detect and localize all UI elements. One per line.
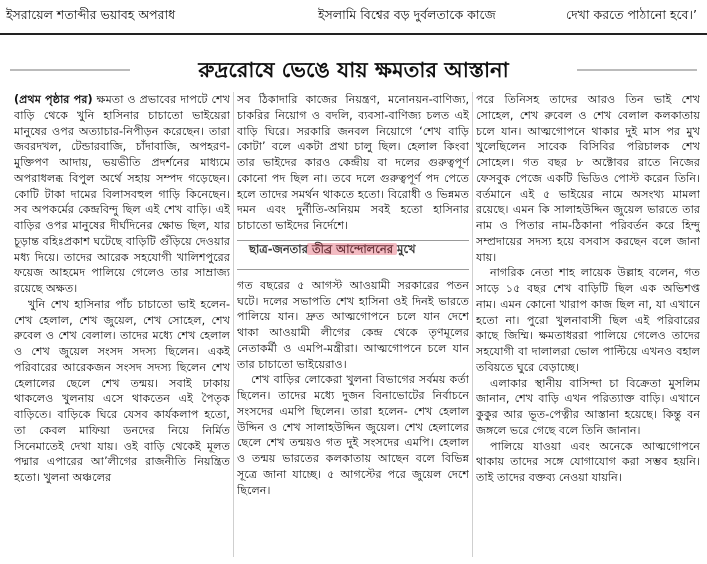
paragraph: পালিয়ে যাওয়া এবং অনেকে আত্মগোপনে থাকায় তাদের সঙ্গে যোগাযোগ করা সম্ভব হয়নি। তাই তাদের বক্তব্য নেওয়া যায়নি। [476,439,700,484]
watermark-logo [307,243,397,255]
article-column-3 [476,92,700,560]
top-strip [0,0,707,34]
column-divider [472,92,473,557]
paragraph: নাগরিক নেতা শাহ লায়েক উল্লাহ বলেন, গত সাড়ে ১৫ বছর শেখ বাড়িটি ছিল এক অভিশপ্ত নাম। এমন কোনো খারাপ কাজ ছিল না, যা এখানে হতো না। পুরো খুলনাবাসী ছিল এই পরিবারের কাছে জিম্মি। ক্ষমতাধররা পালিয়ে গেলেও তাদের সহযোগী বা দালালরা ভোল পাল্টিয়ে এখনও বহাল তবিয়তে ঘুরে বেড়াচ্ছে। [476,266,700,374]
top-strip-middle-text: ইসলামি বিশ্বের বড় দুর্বলতাকে কাজে [318,7,496,22]
paragraph: গত বছরের ৫ আগস্ট আওয়ামী সরকারের পতন ঘটে। দলের সভাপতি শেখ হাসিনা ওই দিনই ভারতে পালিয়ে যান। দ্রুত আত্মগোপনে চলে যান দেশে থাকা আওয়ামী লীগের কেন্দ্র থেকে তৃণমূলের নেতাকর্মী ও এমপি-মন্ত্রীরা। আত্মগোপনে চলে যান তার চাচাতো ভাইয়েরাও। [237,278,469,371]
paragraph: সব ঠিকাদারি কাজের নিয়ন্ত্রণ, মনোনয়ন-বাণিজ্য, চাকরির নিয়োগ ও বদলি, ব্যবসা-বাণিজ্য চলত এই বাড়ি ঘিরে। সরকারি জনবল নিয়োগে ‘শেখ বাড়ি কোটা’ বলে একটা প্রথা চালু ছিল। হেলাল কিংবা তার ভাইদের কারও কেন্দ্রীয় বা দলের গুরুত্বপূর্ণ কোনো পদ ছিল না। তবে দলে গুরুত্বপূর্ণ পদ পেতে হলে তাদের সমর্থন থাকতে হতো। বিরোধী ও ভিন্নমত দমন এবং দুর্নীতি-অনিয়ম সবই হতো হাসিনার চাচাতো ভাইদের নির্দেশে। [237,93,469,232]
headline-bar [0,50,707,90]
paragraph: শেখ বাড়ির লোকেরা খুলনা বিভাগের সর্বময় কর্তা ছিলেন। তাদের মধ্যে দুজন বিনাভোটের নির্বাচনে সংসদের এমপি ছিলেন। তারা হলেন- শেখ হেলাল উদ্দিন ও শেখ সালাহউদ্দিন জুয়েল। শেখ হেলালের ছেলে শেখ তন্ময়ও গত দুই সংসদের এমপি। হেলাল ও তন্ময় ভারতের কলকাতায় আছেন বলে বিভিন্ন সূত্রে জানা যাচ্ছে। ৫ আগস্টের পরে জুয়েল দেশে ছিলেন। [237,373,469,497]
paragraph-text: ক্ষমতা ও প্রভাবের দাপটে শেখ বাড়ি থেকে খুনি হাসিনার চাচাতো ভাইয়েরা মানুষের ওপর অত্যাচার-নিপীড়ন করেছেন। তারা জবরদখল, টেন্ডারবাজি, চাঁদাবাজি, অপহরণ-মুক্তিপণ আদায়, ভয়ভীতি প্রদর্শনের মাধ্যমে অপরাধলব্ধ বিপুল অর্থে সহায় সম্পদ গড়েছেন। কোটি টাকা দামের বিলাসবহুল গাড়ি কিনেছেন। সব অপকর্মের কেন্দ্রবিন্দু ছিল এই শেখ বাড়ি। এই বাড়ির ওপর মানুষের দীর্ঘদিনের ক্ষোভ ছিল, যার চূড়ান্ত বহিঃপ্রকাশ ঘটেছে বাড়িটি গুঁড়িয়ে দেওয়ার মধ্য দিয়ে। তাদের আরেক সহযোগী খালিশপুরের ফয়েজ আহমেদ পালিয়ে গেলেও তার সাম্রাজ্য রয়েছে অক্ষত। [14,93,230,295]
article-headline: রুদ্ররোষে ভেঙে যায় ক্ষমতার আস্তানা [130,50,577,90]
paragraph: খুনি শেখ হাসিনার পাঁচ চাচাতো ভাই হলেন- শেখ হেলাল, শেখ জুয়েল, শেখ সোহেল, শেখ রুবেল ও শেখ বেলাল। তাদের মধ্যে শেখ হেলাল ও শেখ জুয়েল সংসদ সদস্য ছিলেন। একই পরিবারের আরেকজন সংসদ সদস্য ছিলেন শেখ হেলালের ছেলে শেখ তন্ময়। সবাই ঢাকায় থাকলেও খুলনায় এসে থাকতেন এই পৈতৃক বাড়িতে। বাড়িকে ঘিরে যেসব কার্যকলাপ হতো, তা কেবল মাফিয়া ডনদের নিয়ে নির্মিত সিনেমাতেই দেখা যায়। ওই বাড়ি থেকেই মূলত পদ্মার এপারের আ’লীগের রাজনীতি নিয়ন্ত্রিত হতো। খুলনা অঞ্চলের [14,297,230,484]
column-divider [233,92,234,557]
pull-quote-text: ছাত্র-জনতার তীব্র আন্দোলনের মুখে [249,241,416,256]
article-column-2 [237,92,469,560]
paragraph [14,92,230,297]
paragraph: এলাকার স্থানীয় বাসিন্দা চা বিক্রেতা মুসলিম জানান, শেখ বাড়ি এখন পরিত্যাক্ত বাড়ি। এখানে কুকুর আর ভূত-পেত্নীর আস্তানা হয়েছে। কিন্তু বন জঙ্গলে ভরে গেছে বলে তিনি জানান। [476,376,700,437]
pull-quote [237,240,469,270]
article-column-1 [14,92,230,560]
top-strip-left-text: ইসরায়েল শতাব্দীর ভয়াবহ অপরাধ [6,7,176,22]
top-divider [0,33,707,35]
top-strip-right-text: দেখা করতে পাঠানো হবে।’ [566,7,697,22]
continuation-lead: (প্রথম পৃষ্ঠার পর) [14,93,93,106]
paragraph: পরে তিনিসহ তাদের আরও তিন ভাই শেখ সোহেল, শেখ রুবেল ও শেখ বেলাল কলকাতায় চলে যান। আত্মগোপনে থাকার দুই মাস পর মুখ খুলেছিলেন সাবেক বিসিবির পরিচালক শেখ সোহেল। গত বছর ৮ অক্টোবর রাতে নিজের ফেসবুক পেজে একটি ভিডিও পোস্ট করেন তিনি। বর্তমানে এই ৫ ভাইয়ের নামে অসংখ্য মামলা রয়েছে। এমন কি সালাহউদ্দিন জুয়েল ভারতে তার নাম ও পিতার নাম-ঠিকানা পরিবর্তন করে হিন্দু সম্প্রদায়ের সদস্য হয়ে বসবাস করছেন বলে জানা যায়। [476,93,700,264]
